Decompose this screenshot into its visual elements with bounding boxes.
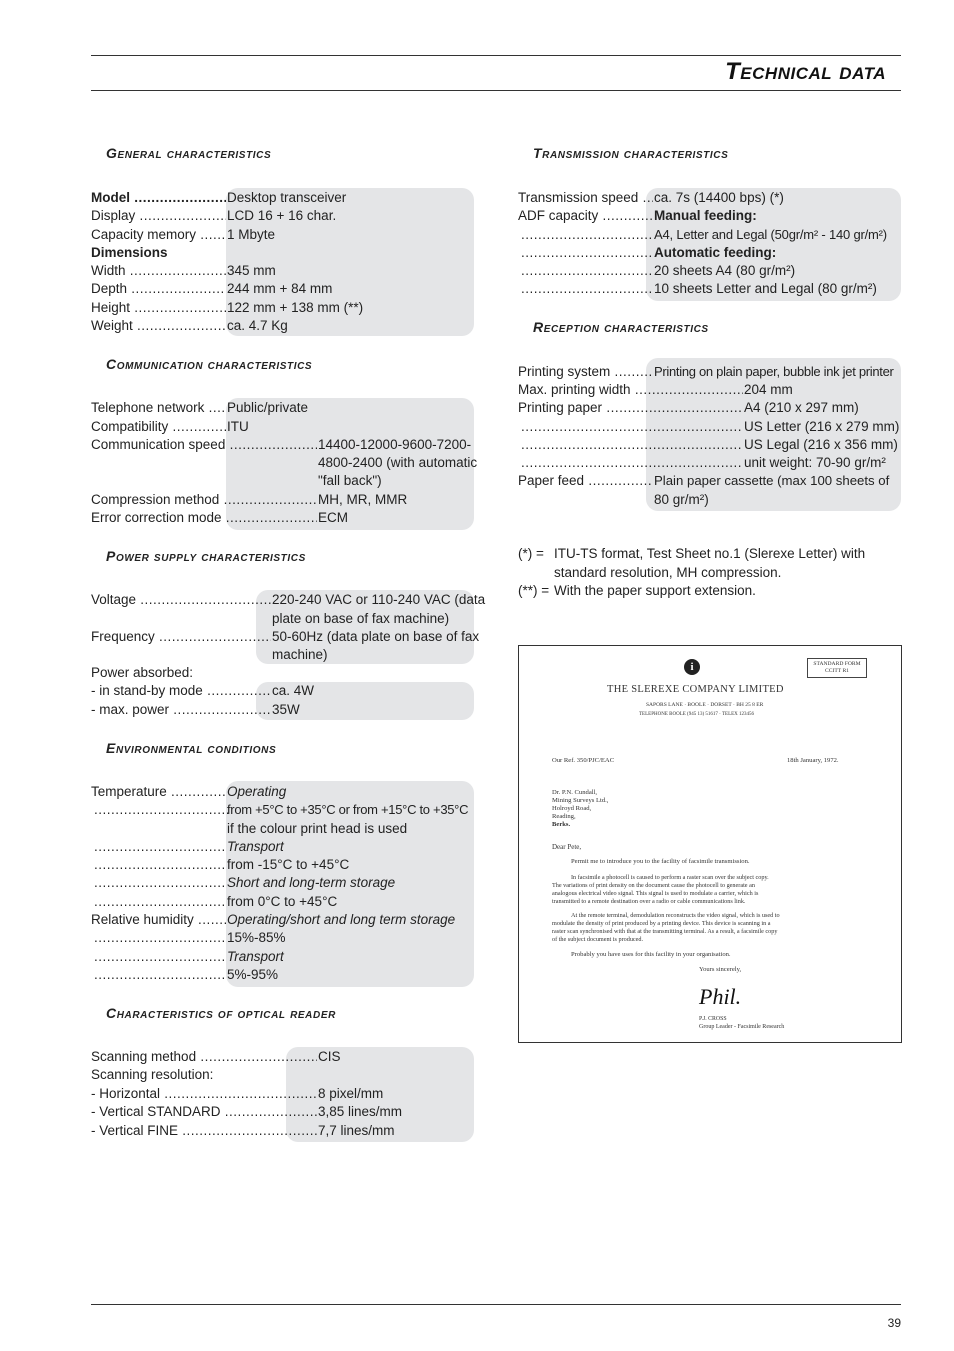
letter-company: THE SLEREXE COMPANY LIMITED [607,684,784,695]
spec-label: Compatibility ..... [91,418,226,436]
spec-value: unit weight: 70-90 gr/m² [744,455,886,470]
spec-value: 244 mm + 84 mm [227,281,333,296]
spec-row [91,1066,481,1084]
spec-row [518,418,903,436]
footnote-mark: (**) = [518,583,550,598]
spec-label: - in stand-by mode ..... [91,682,271,700]
spec-value: Transport [227,839,284,854]
spec-label: Temperature ..... [91,783,226,801]
spec-label: Depth ..... [91,280,226,298]
spec-row-continuation [518,491,903,509]
reception-heading: Reception characteristics [533,319,709,335]
spec-row [91,491,481,509]
spec-label: Scanning resolution: [91,1067,214,1082]
spec-value: Desktop transceiver [227,190,347,205]
spec-row [91,682,481,700]
letter-telephone: TELEPHONE BOOLE (945 13) 51617 · TELEX 123456 [639,712,755,717]
form-box-label: STANDARD FORM CCITT R1 [813,661,861,674]
spec-row-continuation [91,820,481,838]
spec-row [518,363,903,381]
spec-value: Plain paper cassette (max 100 sheets of [654,473,890,488]
spec-row [91,1122,481,1140]
spec-label [521,280,653,298]
spec-row-continuation [91,454,481,472]
spec-value: Automatic feeding: [654,245,777,260]
spec-row [518,472,903,490]
spec-value: ITU [227,419,249,434]
spec-label [521,418,743,436]
footnote-text: With the paper support extension. [554,583,756,598]
spec-value: ca. 4.7 Kg [227,318,288,333]
spec-row [518,262,903,280]
company-logo-icon: i [684,659,700,675]
spec-value: if the colour print head is used [227,821,408,836]
letter-body-line: raster scan synchronised with that at the transmitting terminal. As a result, a facsimile copy [552,928,778,935]
spec-row [91,280,481,298]
spec-row [91,948,481,966]
spec-row [91,189,481,207]
spec-label [521,436,743,454]
spec-value: US Legal (216 x 356 mm) [744,437,898,452]
optical-heading: Characteristics of optical reader [106,1005,336,1021]
spec-value: Manual feeding: [654,208,757,223]
spec-row [91,628,481,646]
spec-value: 50-60Hz (data plate on base of fax [272,629,480,644]
spec-row [91,911,481,929]
spec-row [91,966,481,984]
spec-label: Relative humidity ..... [91,911,226,929]
spec-label [94,929,226,947]
letter-recipient-line: Dr. P.N. Cundall, [552,789,598,796]
spec-row [91,317,481,335]
spec-value: from +5°C to +35°C or from +15°C to +35°C [227,802,469,817]
spec-label: ADF capacity ..... [518,207,653,225]
spec-value: 80 gr/m²) [654,492,709,507]
form-box [807,658,867,678]
spec-label: Dimensions [91,245,168,260]
spec-value: 220-240 VAC or 110-240 VAC (data [272,592,486,607]
letter-body-line: At the remote terminal, demodulation reconstructs the video signal, which is used to [571,912,780,919]
letter-body-line: In facsimile a photocell is caused to perform a raster scan over the subject copy. [571,874,769,881]
spec-value: Short and long-term storage [227,875,396,890]
spec-row [91,299,481,317]
spec-label: Printing paper ..... [518,399,743,417]
power-heading: Power supply characteristics [106,548,306,564]
spec-label: Compression method ..... [91,491,317,509]
spec-label [521,226,653,244]
spec-row [518,454,903,472]
letter-ref: Our Ref. 350/PJC/EAC [552,757,615,764]
letter-recipient-line: Holroyd Road, [552,805,592,812]
spec-value: ECM [318,510,348,525]
spec-value: A4 (210 x 297 mm) [744,400,859,415]
letter-salutation: Dear Pete, [552,843,582,851]
spec-row [518,280,903,298]
page-title: Technical data [725,58,886,85]
letter-body-line: of the subject document is produced. [552,936,644,943]
communication-heading: Communication characteristics [106,356,313,372]
spec-label: Width ..... [91,262,226,280]
spec-label: - Vertical STANDARD ..... [91,1103,317,1121]
spec-label: - Horizontal ..... [91,1085,317,1103]
spec-row [91,1103,481,1121]
top-rule-upper [91,55,901,56]
letter-body-line: The variations of print density on the document cause the photocell to generate an [552,882,755,889]
spec-value: from 0°C to +45°C [227,894,338,909]
spec-row [91,664,481,682]
spec-value: from -15°C to +45°C [227,857,350,872]
spec-label: Height ..... [91,299,226,317]
spec-label: Capacity memory ..... [91,226,226,244]
letter-recipient-line: Reading, [552,813,576,820]
spec-label: Telephone network ..... [91,399,226,417]
spec-label: - max. power ..... [91,701,271,719]
spec-label [521,262,653,280]
spec-value: 4800-2400 (with automatic [318,455,478,470]
spec-value: Operating/short and long term storage [227,912,456,927]
spec-row [518,226,903,244]
spec-row [518,381,903,399]
spec-value: 10 sheets Letter and Legal (80 gr/m²) [654,281,877,296]
test-sheet-image [518,645,902,1043]
spec-value: 3,85 lines/mm [318,1104,403,1119]
letter-body-line: modulate the density of print produced by a printing device. This device is scanning in a [552,920,771,927]
spec-row [518,207,903,225]
spec-label: - Vertical FINE ..... [91,1122,317,1140]
spec-value: 1 Mbyte [227,227,276,242]
spec-label [94,838,226,856]
spec-value: "fall back") [318,473,382,488]
spec-row [91,509,481,527]
spec-row [91,1085,481,1103]
spec-label: Communication speed ..... [91,436,317,454]
spec-value: 35W [272,702,300,717]
spec-value: LCD 16 + 16 char. [227,208,337,223]
footnote-mark: (*) = [518,546,544,561]
spec-value: 20 sheets A4 (80 gr/m²) [654,263,796,278]
spec-label: Power absorbed: [91,665,194,680]
spec-label: Scanning method ..... [91,1048,317,1066]
spec-label [521,244,653,262]
spec-label: Frequency ..... [91,628,271,646]
spec-value: MH, MR, MMR [318,492,408,507]
spec-row [91,801,481,819]
letter-body-line: analogous electrical video signal. This signal is used to modulate a carrier, which is [552,890,759,897]
spec-label [521,454,743,472]
spec-label: Error correction mode ..... [91,509,317,527]
spec-value: Public/private [227,400,309,415]
spec-value: 345 mm [227,263,276,278]
spec-value: US Letter (216 x 279 mm) [744,419,900,434]
spec-label: Transmission speed ..... [518,189,653,207]
spec-value: 15%-85% [227,930,286,945]
spec-row [91,436,481,454]
spec-label [94,948,226,966]
letter-recipient-line: Berks. [552,821,571,828]
spec-row [518,189,903,207]
spec-value: plate on base of fax machine) [272,611,450,626]
spec-label: Display ..... [91,207,226,225]
spec-row [91,244,481,262]
spec-label: Printing system ..... [518,363,653,381]
spec-row [91,262,481,280]
spec-row [91,701,481,719]
spec-row-continuation [91,472,481,490]
spec-label [94,893,226,911]
letter-recipient-line: Mining Surveys Ltd., [552,797,609,804]
page-number: 39 [887,1316,901,1330]
spec-row [91,207,481,225]
spec-row [91,399,481,417]
spec-row [518,436,903,454]
spec-value: ca. 4W [272,683,315,698]
spec-label [94,966,226,984]
spec-row [518,399,903,417]
spec-label [94,801,229,819]
spec-row [91,856,481,874]
spec-label: Weight ..... [91,317,226,335]
footnotes [518,545,902,605]
spec-value: Printing on plain paper, bubble ink jet printer [654,364,894,379]
spec-value: Operating [227,784,287,799]
spec-row [91,591,486,609]
bottom-rule [91,1304,901,1305]
spec-label [94,856,226,874]
footnote [518,582,902,600]
letter-signature: Phil. [699,984,742,1009]
spec-row [91,1048,481,1066]
spec-label: Max. printing width ..... [518,381,743,399]
spec-row [91,874,481,892]
spec-value: 14400-12000-9600-7200- [318,437,472,452]
spec-row [91,929,481,947]
footnote [518,545,902,583]
letter-body-line: transmitted to a remote destination over a radio or cable communications link. [552,898,746,905]
spec-row [91,783,481,801]
transmission-heading: Transmission characteristics [533,145,729,161]
spec-label: Paper feed ..... [518,472,653,490]
spec-row [91,893,481,911]
spec-row [518,244,903,262]
letter-body-line: Permit me to introduce you to the facility of facsimile transmission. [571,858,750,865]
spec-label: Model ..... [91,189,226,207]
letter-signer-title: Group Leader - Facsimile Research [699,1024,785,1030]
spec-value: 5%-95% [227,967,279,982]
spec-value: ca. 7s (14400 bps) (*) [654,190,784,205]
environmental-heading: Environmental conditions [106,740,277,756]
letter-closing: Yours sincerely, [699,966,742,973]
spec-value: Transport [227,949,284,964]
spec-value: 204 mm [744,382,793,397]
letter-signer: P.J. CROSS [699,1016,727,1022]
letter-body-line: Probably you have uses for this facility in your organisation. [571,951,731,958]
letter-date: 18th January, 1972. [787,757,839,764]
spec-row [91,418,481,436]
spec-row-continuation [91,646,481,664]
spec-value: 8 pixel/mm [318,1086,384,1101]
spec-value: A4, Letter and Legal (50gr/m² - 140 gr/m²) [654,227,887,242]
footnote-text: ITU-TS format, Test Sheet no.1 (Slerexe Letter) with standard resolution, MH compression. [554,546,866,580]
spec-row-continuation [91,610,481,628]
letter-address: SAPORS LANE · BOOLE · DORSET · BH 25 8 ER [646,702,764,708]
general-heading: General characteristics [106,145,272,161]
spec-value: 7,7 lines/mm [318,1123,395,1138]
spec-row [91,226,481,244]
spec-row [91,838,481,856]
spec-label: Voltage ..... [91,591,271,609]
spec-value: CIS [318,1049,341,1064]
spec-value: machine) [272,647,328,662]
top-rule-lower [91,90,901,91]
spec-label [94,874,226,892]
spec-value: 122 mm + 138 mm (**) [227,300,364,315]
